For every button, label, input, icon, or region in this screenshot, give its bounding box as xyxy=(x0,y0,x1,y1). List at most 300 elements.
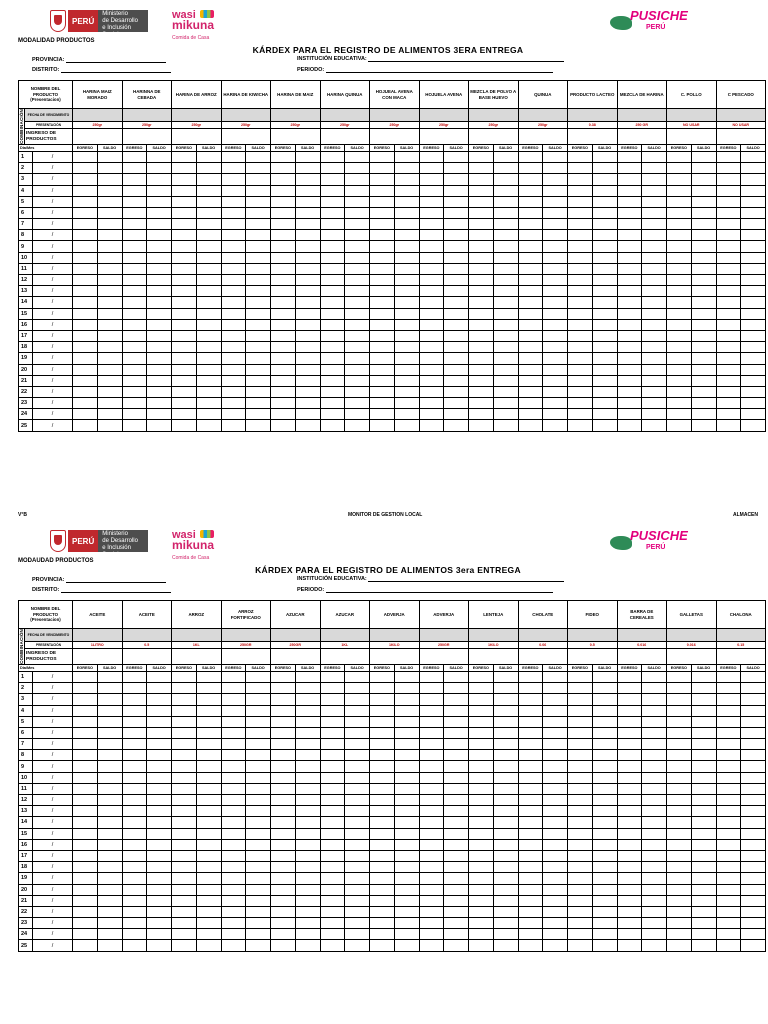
saldo-cell[interactable] xyxy=(345,330,370,341)
saldo-cell[interactable] xyxy=(444,375,469,386)
egreso-cell[interactable] xyxy=(320,761,345,772)
saldo-cell[interactable] xyxy=(97,364,122,375)
egreso-cell[interactable] xyxy=(73,286,98,297)
egreso-cell[interactable] xyxy=(419,694,444,705)
saldo-cell[interactable] xyxy=(147,683,172,694)
egreso-cell[interactable] xyxy=(568,230,593,241)
day-month-cell[interactable] xyxy=(33,330,73,341)
saldo-cell[interactable] xyxy=(295,862,320,873)
egreso-cell[interactable] xyxy=(172,850,197,861)
saldo-cell[interactable] xyxy=(592,918,617,929)
egreso-cell[interactable] xyxy=(667,330,692,341)
egreso-cell[interactable] xyxy=(568,263,593,274)
saldo-cell[interactable] xyxy=(741,163,766,174)
egreso-cell[interactable] xyxy=(271,750,296,761)
egreso-cell[interactable] xyxy=(716,219,741,230)
egreso-cell[interactable] xyxy=(419,420,444,431)
saldo-cell[interactable] xyxy=(741,342,766,353)
egreso-cell[interactable] xyxy=(370,783,395,794)
saldo-cell[interactable] xyxy=(97,409,122,420)
egreso-cell[interactable] xyxy=(271,850,296,861)
saldo-cell[interactable] xyxy=(691,671,716,682)
saldo-cell[interactable] xyxy=(295,409,320,420)
egreso-cell[interactable] xyxy=(73,940,98,951)
egreso-cell[interactable] xyxy=(667,761,692,772)
saldo-cell[interactable] xyxy=(691,750,716,761)
egreso-cell[interactable] xyxy=(370,906,395,917)
saldo-cell[interactable] xyxy=(741,929,766,940)
egreso-cell[interactable] xyxy=(320,241,345,252)
saldo-cell[interactable] xyxy=(444,906,469,917)
saldo-cell[interactable] xyxy=(444,929,469,940)
saldo-cell[interactable] xyxy=(394,286,419,297)
egreso-cell[interactable] xyxy=(122,330,147,341)
egreso-cell[interactable] xyxy=(667,353,692,364)
egreso-cell[interactable] xyxy=(617,308,642,319)
saldo-cell[interactable] xyxy=(493,895,518,906)
egreso-cell[interactable] xyxy=(716,409,741,420)
saldo-cell[interactable] xyxy=(295,873,320,884)
day-month-cell[interactable] xyxy=(33,308,73,319)
saldo-cell[interactable] xyxy=(394,420,419,431)
fecha-cell[interactable] xyxy=(568,109,618,122)
saldo-cell[interactable] xyxy=(246,739,271,750)
saldo-cell[interactable] xyxy=(295,929,320,940)
saldo-cell[interactable] xyxy=(741,750,766,761)
saldo-cell[interactable] xyxy=(246,806,271,817)
egreso-cell[interactable] xyxy=(122,828,147,839)
saldo-cell[interactable] xyxy=(543,828,568,839)
saldo-cell[interactable] xyxy=(543,174,568,185)
saldo-cell[interactable] xyxy=(246,783,271,794)
egreso-cell[interactable] xyxy=(271,286,296,297)
egreso-cell[interactable] xyxy=(73,185,98,196)
saldo-cell[interactable] xyxy=(543,297,568,308)
egreso-cell[interactable] xyxy=(667,716,692,727)
saldo-cell[interactable] xyxy=(394,308,419,319)
saldo-cell[interactable] xyxy=(691,386,716,397)
saldo-cell[interactable] xyxy=(543,398,568,409)
saldo-cell[interactable] xyxy=(691,219,716,230)
saldo-cell[interactable] xyxy=(196,862,221,873)
day-month-cell[interactable] xyxy=(33,174,73,185)
saldo-cell[interactable] xyxy=(691,850,716,861)
egreso-cell[interactable] xyxy=(122,252,147,263)
egreso-cell[interactable] xyxy=(320,230,345,241)
saldo-cell[interactable] xyxy=(147,330,172,341)
saldo-cell[interactable] xyxy=(394,386,419,397)
saldo-cell[interactable] xyxy=(543,386,568,397)
egreso-cell[interactable] xyxy=(73,308,98,319)
egreso-cell[interactable] xyxy=(716,727,741,738)
saldo-cell[interactable] xyxy=(741,694,766,705)
saldo-cell[interactable] xyxy=(147,353,172,364)
saldo-cell[interactable] xyxy=(345,420,370,431)
saldo-cell[interactable] xyxy=(196,705,221,716)
saldo-cell[interactable] xyxy=(394,319,419,330)
egreso-cell[interactable] xyxy=(716,862,741,873)
saldo-cell[interactable] xyxy=(394,739,419,750)
egreso-cell[interactable] xyxy=(518,705,543,716)
egreso-cell[interactable] xyxy=(172,420,197,431)
saldo-cell[interactable] xyxy=(147,286,172,297)
saldo-cell[interactable] xyxy=(741,319,766,330)
egreso-cell[interactable] xyxy=(568,817,593,828)
egreso-cell[interactable] xyxy=(221,252,246,263)
egreso-cell[interactable] xyxy=(419,364,444,375)
egreso-cell[interactable] xyxy=(716,297,741,308)
ingreso-cell[interactable] xyxy=(221,129,271,145)
egreso-cell[interactable] xyxy=(271,364,296,375)
egreso-cell[interactable] xyxy=(271,806,296,817)
egreso-cell[interactable] xyxy=(419,828,444,839)
egreso-cell[interactable] xyxy=(172,716,197,727)
egreso-cell[interactable] xyxy=(320,839,345,850)
egreso-cell[interactable] xyxy=(271,185,296,196)
ingreso-cell[interactable] xyxy=(370,129,420,145)
egreso-cell[interactable] xyxy=(518,163,543,174)
saldo-cell[interactable] xyxy=(493,286,518,297)
saldo-cell[interactable] xyxy=(147,873,172,884)
egreso-cell[interactable] xyxy=(370,750,395,761)
saldo-cell[interactable] xyxy=(97,353,122,364)
egreso-cell[interactable] xyxy=(73,895,98,906)
saldo-cell[interactable] xyxy=(246,409,271,420)
day-month-cell[interactable] xyxy=(33,839,73,850)
egreso-cell[interactable] xyxy=(419,817,444,828)
egreso-cell[interactable] xyxy=(568,873,593,884)
egreso-cell[interactable] xyxy=(271,739,296,750)
egreso-cell[interactable] xyxy=(320,364,345,375)
egreso-cell[interactable] xyxy=(370,297,395,308)
egreso-cell[interactable] xyxy=(667,683,692,694)
egreso-cell[interactable] xyxy=(320,297,345,308)
egreso-cell[interactable] xyxy=(617,671,642,682)
egreso-cell[interactable] xyxy=(271,683,296,694)
egreso-cell[interactable] xyxy=(518,683,543,694)
saldo-cell[interactable] xyxy=(97,230,122,241)
egreso-cell[interactable] xyxy=(221,219,246,230)
saldo-cell[interactable] xyxy=(592,694,617,705)
egreso-cell[interactable] xyxy=(716,918,741,929)
egreso-cell[interactable] xyxy=(667,219,692,230)
egreso-cell[interactable] xyxy=(716,671,741,682)
day-month-cell[interactable] xyxy=(33,739,73,750)
egreso-cell[interactable] xyxy=(469,694,494,705)
egreso-cell[interactable] xyxy=(469,398,494,409)
saldo-cell[interactable] xyxy=(394,230,419,241)
saldo-cell[interactable] xyxy=(543,727,568,738)
egreso-cell[interactable] xyxy=(419,906,444,917)
egreso-cell[interactable] xyxy=(469,683,494,694)
egreso-cell[interactable] xyxy=(617,918,642,929)
egreso-cell[interactable] xyxy=(518,196,543,207)
egreso-cell[interactable] xyxy=(221,929,246,940)
fecha-cell[interactable] xyxy=(73,629,123,642)
egreso-cell[interactable] xyxy=(716,230,741,241)
egreso-cell[interactable] xyxy=(419,319,444,330)
saldo-cell[interactable] xyxy=(691,873,716,884)
day-month-cell[interactable] xyxy=(33,207,73,218)
egreso-cell[interactable] xyxy=(320,850,345,861)
fecha-cell[interactable] xyxy=(122,109,172,122)
saldo-cell[interactable] xyxy=(444,174,469,185)
saldo-cell[interactable] xyxy=(691,895,716,906)
egreso-cell[interactable] xyxy=(469,739,494,750)
saldo-cell[interactable] xyxy=(493,940,518,951)
saldo-cell[interactable] xyxy=(147,783,172,794)
saldo-cell[interactable] xyxy=(642,409,667,420)
egreso-cell[interactable] xyxy=(667,694,692,705)
saldo-cell[interactable] xyxy=(543,873,568,884)
egreso-cell[interactable] xyxy=(73,174,98,185)
saldo-cell[interactable] xyxy=(295,772,320,783)
saldo-cell[interactable] xyxy=(345,783,370,794)
saldo-cell[interactable] xyxy=(295,761,320,772)
egreso-cell[interactable] xyxy=(469,375,494,386)
saldo-cell[interactable] xyxy=(97,420,122,431)
saldo-cell[interactable] xyxy=(444,263,469,274)
egreso-cell[interactable] xyxy=(221,739,246,750)
egreso-cell[interactable] xyxy=(73,398,98,409)
egreso-cell[interactable] xyxy=(716,163,741,174)
saldo-cell[interactable] xyxy=(444,918,469,929)
day-month-cell[interactable] xyxy=(33,873,73,884)
egreso-cell[interactable] xyxy=(172,275,197,286)
egreso-cell[interactable] xyxy=(320,806,345,817)
saldo-cell[interactable] xyxy=(196,308,221,319)
ingreso-cell[interactable] xyxy=(568,649,618,665)
egreso-cell[interactable] xyxy=(221,330,246,341)
saldo-cell[interactable] xyxy=(147,895,172,906)
egreso-cell[interactable] xyxy=(568,705,593,716)
saldo-cell[interactable] xyxy=(493,739,518,750)
fecha-cell[interactable] xyxy=(271,109,321,122)
egreso-cell[interactable] xyxy=(122,241,147,252)
egreso-cell[interactable] xyxy=(73,716,98,727)
egreso-cell[interactable] xyxy=(221,353,246,364)
egreso-cell[interactable] xyxy=(716,739,741,750)
egreso-cell[interactable] xyxy=(320,940,345,951)
egreso-cell[interactable] xyxy=(568,163,593,174)
saldo-cell[interactable] xyxy=(147,163,172,174)
saldo-cell[interactable] xyxy=(592,386,617,397)
egreso-cell[interactable] xyxy=(518,275,543,286)
egreso-cell[interactable] xyxy=(122,308,147,319)
saldo-cell[interactable] xyxy=(444,353,469,364)
egreso-cell[interactable] xyxy=(667,705,692,716)
egreso-cell[interactable] xyxy=(716,884,741,895)
egreso-cell[interactable] xyxy=(617,196,642,207)
egreso-cell[interactable] xyxy=(716,420,741,431)
fecha-cell[interactable] xyxy=(172,109,222,122)
saldo-cell[interactable] xyxy=(444,817,469,828)
egreso-cell[interactable] xyxy=(469,884,494,895)
saldo-cell[interactable] xyxy=(444,275,469,286)
egreso-cell[interactable] xyxy=(568,839,593,850)
saldo-cell[interactable] xyxy=(741,297,766,308)
saldo-cell[interactable] xyxy=(741,151,766,162)
egreso-cell[interactable] xyxy=(419,308,444,319)
egreso-cell[interactable] xyxy=(716,929,741,940)
saldo-cell[interactable] xyxy=(691,398,716,409)
egreso-cell[interactable] xyxy=(221,783,246,794)
saldo-cell[interactable] xyxy=(493,375,518,386)
saldo-cell[interactable] xyxy=(444,398,469,409)
saldo-cell[interactable] xyxy=(97,750,122,761)
egreso-cell[interactable] xyxy=(568,319,593,330)
saldo-cell[interactable] xyxy=(196,694,221,705)
egreso-cell[interactable] xyxy=(221,716,246,727)
saldo-cell[interactable] xyxy=(246,772,271,783)
saldo-cell[interactable] xyxy=(592,795,617,806)
day-month-cell[interactable] xyxy=(33,884,73,895)
egreso-cell[interactable] xyxy=(370,252,395,263)
saldo-cell[interactable] xyxy=(444,828,469,839)
saldo-cell[interactable] xyxy=(97,940,122,951)
egreso-cell[interactable] xyxy=(73,906,98,917)
saldo-cell[interactable] xyxy=(493,263,518,274)
egreso-cell[interactable] xyxy=(370,375,395,386)
egreso-cell[interactable] xyxy=(667,174,692,185)
day-month-cell[interactable] xyxy=(33,906,73,917)
saldo-cell[interactable] xyxy=(493,330,518,341)
saldo-cell[interactable] xyxy=(444,850,469,861)
saldo-cell[interactable] xyxy=(394,839,419,850)
egreso-cell[interactable] xyxy=(221,806,246,817)
ingreso-cell[interactable] xyxy=(469,649,519,665)
saldo-cell[interactable] xyxy=(246,196,271,207)
saldo-cell[interactable] xyxy=(147,308,172,319)
saldo-cell[interactable] xyxy=(246,252,271,263)
saldo-cell[interactable] xyxy=(493,795,518,806)
fecha-cell[interactable] xyxy=(221,109,271,122)
egreso-cell[interactable] xyxy=(320,671,345,682)
egreso-cell[interactable] xyxy=(221,308,246,319)
saldo-cell[interactable] xyxy=(295,263,320,274)
saldo-cell[interactable] xyxy=(691,375,716,386)
egreso-cell[interactable] xyxy=(419,806,444,817)
egreso-cell[interactable] xyxy=(716,241,741,252)
saldo-cell[interactable] xyxy=(147,263,172,274)
egreso-cell[interactable] xyxy=(172,330,197,341)
egreso-cell[interactable] xyxy=(221,839,246,850)
saldo-cell[interactable] xyxy=(295,207,320,218)
egreso-cell[interactable] xyxy=(172,308,197,319)
saldo-cell[interactable] xyxy=(592,342,617,353)
saldo-cell[interactable] xyxy=(691,275,716,286)
saldo-cell[interactable] xyxy=(493,727,518,738)
saldo-cell[interactable] xyxy=(196,727,221,738)
egreso-cell[interactable] xyxy=(518,409,543,420)
egreso-cell[interactable] xyxy=(419,839,444,850)
egreso-cell[interactable] xyxy=(73,409,98,420)
saldo-cell[interactable] xyxy=(246,828,271,839)
egreso-cell[interactable] xyxy=(469,862,494,873)
egreso-cell[interactable] xyxy=(271,420,296,431)
egreso-cell[interactable] xyxy=(469,705,494,716)
egreso-cell[interactable] xyxy=(469,252,494,263)
day-month-cell[interactable] xyxy=(33,683,73,694)
egreso-cell[interactable] xyxy=(370,241,395,252)
saldo-cell[interactable] xyxy=(196,940,221,951)
egreso-cell[interactable] xyxy=(320,252,345,263)
saldo-cell[interactable] xyxy=(691,906,716,917)
egreso-cell[interactable] xyxy=(667,163,692,174)
egreso-cell[interactable] xyxy=(716,342,741,353)
saldo-cell[interactable] xyxy=(196,241,221,252)
saldo-cell[interactable] xyxy=(394,275,419,286)
egreso-cell[interactable] xyxy=(667,319,692,330)
egreso-cell[interactable] xyxy=(419,671,444,682)
saldo-cell[interactable] xyxy=(394,353,419,364)
saldo-cell[interactable] xyxy=(642,398,667,409)
egreso-cell[interactable] xyxy=(419,929,444,940)
saldo-cell[interactable] xyxy=(295,297,320,308)
egreso-cell[interactable] xyxy=(271,398,296,409)
saldo-cell[interactable] xyxy=(295,850,320,861)
egreso-cell[interactable] xyxy=(469,207,494,218)
saldo-cell[interactable] xyxy=(345,241,370,252)
saldo-cell[interactable] xyxy=(345,353,370,364)
saldo-cell[interactable] xyxy=(345,174,370,185)
egreso-cell[interactable] xyxy=(122,196,147,207)
egreso-cell[interactable] xyxy=(568,761,593,772)
egreso-cell[interactable] xyxy=(419,398,444,409)
saldo-cell[interactable] xyxy=(592,263,617,274)
saldo-cell[interactable] xyxy=(345,342,370,353)
egreso-cell[interactable] xyxy=(271,705,296,716)
egreso-cell[interactable] xyxy=(122,364,147,375)
saldo-cell[interactable] xyxy=(196,185,221,196)
egreso-cell[interactable] xyxy=(320,308,345,319)
egreso-cell[interactable] xyxy=(73,884,98,895)
egreso-cell[interactable] xyxy=(172,286,197,297)
egreso-cell[interactable] xyxy=(568,409,593,420)
egreso-cell[interactable] xyxy=(617,409,642,420)
saldo-cell[interactable] xyxy=(196,918,221,929)
egreso-cell[interactable] xyxy=(370,895,395,906)
egreso-cell[interactable] xyxy=(568,364,593,375)
periodo-field[interactable] xyxy=(297,67,553,73)
saldo-cell[interactable] xyxy=(493,884,518,895)
fecha-cell[interactable] xyxy=(518,109,568,122)
egreso-cell[interactable] xyxy=(518,241,543,252)
saldo-cell[interactable] xyxy=(147,727,172,738)
egreso-cell[interactable] xyxy=(122,727,147,738)
saldo-cell[interactable] xyxy=(147,671,172,682)
saldo-cell[interactable] xyxy=(147,151,172,162)
egreso-cell[interactable] xyxy=(320,873,345,884)
egreso-cell[interactable] xyxy=(320,727,345,738)
saldo-cell[interactable] xyxy=(444,386,469,397)
day-month-cell[interactable] xyxy=(33,263,73,274)
egreso-cell[interactable] xyxy=(568,286,593,297)
saldo-cell[interactable] xyxy=(345,263,370,274)
egreso-cell[interactable] xyxy=(122,783,147,794)
egreso-cell[interactable] xyxy=(518,817,543,828)
saldo-cell[interactable] xyxy=(691,319,716,330)
egreso-cell[interactable] xyxy=(419,873,444,884)
saldo-cell[interactable] xyxy=(493,683,518,694)
saldo-cell[interactable] xyxy=(394,895,419,906)
saldo-cell[interactable] xyxy=(295,906,320,917)
egreso-cell[interactable] xyxy=(320,196,345,207)
saldo-cell[interactable] xyxy=(741,174,766,185)
egreso-cell[interactable] xyxy=(518,727,543,738)
saldo-cell[interactable] xyxy=(196,929,221,940)
saldo-cell[interactable] xyxy=(741,716,766,727)
